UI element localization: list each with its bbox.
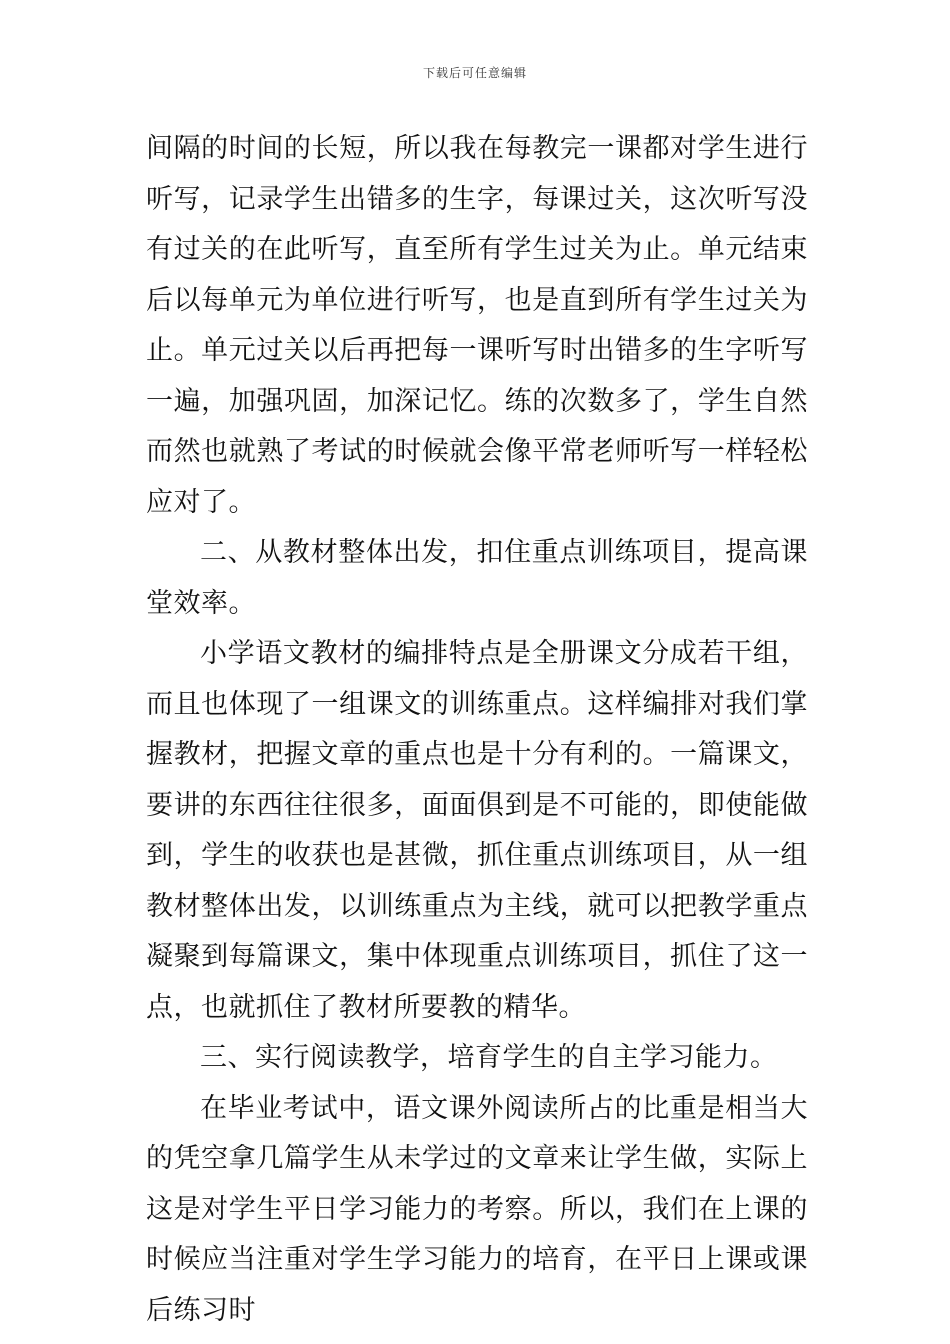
paragraph-dictation-practice: 间隔的时间的长短，所以我在每教完一课都对学生进行听写，记录学生出错多的生字，每课过关，这次听写没有过关的在此听写，直至所有学生过关为止。单元结束后以每单元为单位进行听写，也是直到所有学生过关为止。单元过关以后再把每一课听写时出错多的生字听写一遍，加强巩固，加深记忆。练的次数多了，学生自然而然也就熟了考试的时候就会像平常老师听写一样轻松应对了。 — [146, 133, 808, 518]
section-heading-two: 二、从教材整体出发，扣住重点训练项目，提高课堂效率。 — [146, 537, 808, 619]
page-header-note: 下载后可任意编辑 — [422, 66, 527, 80]
document-body — [146, 124, 808, 1336]
paragraph-reading-ability: 在毕业考试中，语文课外阅读所占的比重是相当大的凭空拿几篇学生从未学过的文章来让学生做，实际上这是对学生平日学习能力的考察。所以，我们在上课的时候应当注重对学生学习能力的培育，在平日上课或课后练习时 — [146, 1092, 808, 1326]
paragraph-textbook-focus: 小学语文教材的编排特点是全册课文分成若干组，而且也体现了一组课文的训练重点。这样编排对我们掌握教材，把握文章的重点也是十分有利的。一篇课文，要讲的东西往往很多，面面俱到是不可能的，即使能做到，学生的收获也是甚微，抓住重点训练项目，从一组教材整体出发，以训练重点为主线，就可以把教学重点凝聚到每篇课文，集中体现重点训练项目，抓住了这一点，也就抓住了教材所要教的精华。 — [146, 638, 808, 1023]
section-heading-three: 三、实行阅读教学，培育学生的自主学习能力。 — [200, 1042, 778, 1073]
